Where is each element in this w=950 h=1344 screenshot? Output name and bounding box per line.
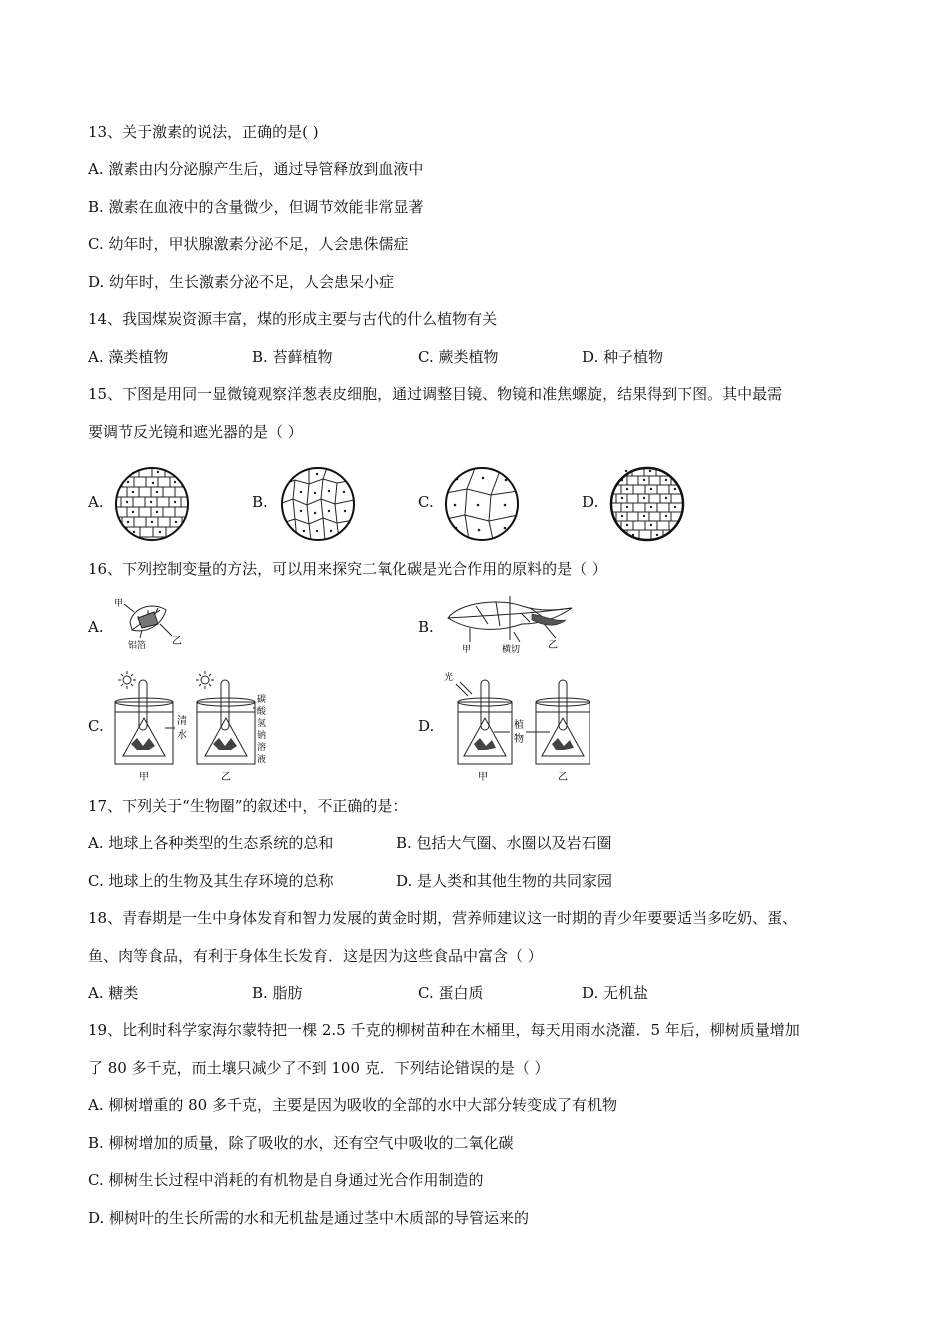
label-solution-4: 钠 xyxy=(257,731,267,741)
q15-figure-b-cells xyxy=(279,465,357,543)
q16-option-a: A. xyxy=(88,618,104,636)
label-yi: 乙 xyxy=(558,772,568,783)
q16-figure-d-beakers xyxy=(440,668,590,786)
q13-option-b: B. 激素在血液中的含量微少，但调节效能非常显著 xyxy=(88,198,424,216)
q18-stem-line2: 鱼、肉等食品，有利于身体生长发育．这是因为这些食品中富含（ ） xyxy=(88,947,543,965)
q14-stem: 14、我国煤炭资源丰富，煤的形成主要与古代的什么植物有关 xyxy=(88,310,498,328)
q16-option-c: C. xyxy=(88,717,104,735)
label-solution-6: 液 xyxy=(257,755,267,765)
q18-option-d: D. 无机盐 xyxy=(582,984,649,1002)
q17-option-d: D. 是人类和其他生物的共同家园 xyxy=(396,872,613,890)
q14-option-b: B. 苔藓植物 xyxy=(252,348,333,366)
q15-option-c: C. xyxy=(418,493,434,511)
label-jia: 甲 xyxy=(462,645,472,655)
q14-option-d: D. 种子植物 xyxy=(582,348,664,366)
q19-option-c: C. 柳树生长过程中消耗的有机物是自身通过光合作用制造的 xyxy=(88,1171,484,1189)
q17-option-a: A. 地球上各种类型的生态系统的总和 xyxy=(88,834,334,852)
q14-option-c: C. 蕨类植物 xyxy=(418,348,499,366)
q19-stem-line2: 了 80 多千克，而土壤只减少了不到 100 克．下列结论错误的是（ ） xyxy=(88,1059,550,1077)
label-plant-1: 植 xyxy=(514,720,524,731)
label-jia: 甲 xyxy=(139,772,149,783)
label-solution-5: 溶 xyxy=(257,743,267,753)
q17-option-b: B. 包括大气圈、水圈以及岩石圈 xyxy=(396,834,612,852)
q13-option-a: A. 激素由内分泌腺产生后，通过导管释放到血液中 xyxy=(88,160,424,178)
q17-option-c: C. 地球上的生物及其生存环境的总称 xyxy=(88,872,334,890)
label-yi: 乙 xyxy=(172,636,182,647)
label-solution-3: 氢 xyxy=(257,719,267,729)
q15-option-b: B. xyxy=(252,493,268,511)
q19-stem-line1: 19、比利时科学家海尔蒙特把一棵 2.5 千克的柳树苗种在木桶里，每天用雨水浇灌．5 年后，柳树质量增加 xyxy=(88,1021,800,1039)
q19-option-a: A. 柳树增重的 80 多千克，主要是因为吸收的全部的水中大部分转变成了有机物 xyxy=(88,1096,617,1114)
label-solution-2: 酸 xyxy=(257,707,267,717)
q15-option-d: D. xyxy=(582,493,599,511)
q16-stem: 16、下列控制变量的方法，可以用来探究二氧化碳是光合作用的原料的是（ ） xyxy=(88,560,607,578)
q19-option-d: D. 柳树叶的生长所需的水和无机盐是通过茎中木质部的导管运来的 xyxy=(88,1209,530,1227)
label-plant-2: 物 xyxy=(514,734,524,745)
label-foil: 铝箔 xyxy=(128,641,147,651)
label-water-1: 清 xyxy=(177,716,187,727)
q15-option-a: A. xyxy=(88,493,104,511)
q17-stem: 17、下列关于“生物圈”的叙述中，不正确的是： xyxy=(88,797,408,815)
q16-figure-b-leaf-cut xyxy=(440,592,580,658)
q13-stem: 13、关于激素的说法，正确的是( ) xyxy=(88,123,319,141)
q14-option-a: A. 藻类植物 xyxy=(88,348,169,366)
q15-figure-d-cells xyxy=(608,465,686,543)
q18-option-c: C. 蛋白质 xyxy=(418,984,484,1002)
q18-stem-line1: 18、青春期是一生中身体发育和智力发展的黄金时期，营养师建议这一时期的青少年要要适当多吃奶、蛋、 xyxy=(88,909,798,927)
q15-stem-line1: 15、下图是用同一显微镜观察洋葱表皮细胞，通过调整目镜、物镜和准焦螺旋，结果得到下图。其中最需 xyxy=(88,385,783,403)
q18-option-a: A. 糖类 xyxy=(88,984,139,1002)
q13-option-d: D. 幼年时，生长激素分泌不足，人会患呆小症 xyxy=(88,273,395,291)
label-water-2: 水 xyxy=(177,730,187,741)
q18-option-b: B. 脂肪 xyxy=(252,984,303,1002)
q19-option-b: B. 柳树增加的质量，除了吸收的水，还有空气中吸收的二氧化碳 xyxy=(88,1134,514,1152)
q15-figure-a-cells xyxy=(113,465,191,543)
q16-option-d: D. xyxy=(418,717,435,735)
q16-option-b: B. xyxy=(418,618,434,636)
q15-stem-line2: 要调节反光镜和遮光器的是（ ） xyxy=(88,423,303,441)
q15-figure-c-cells xyxy=(443,465,521,543)
label-solution-1: 碳 xyxy=(257,695,267,705)
label-light: 光 xyxy=(444,673,454,683)
label-jia: 甲 xyxy=(114,599,124,609)
q13-option-c: C. 幼年时，甲状腺激素分泌不足，人会患侏儒症 xyxy=(88,235,409,253)
label-yi: 乙 xyxy=(548,640,558,651)
label-yi: 乙 xyxy=(221,772,231,783)
label-cut: 横切 xyxy=(502,645,521,655)
q16-figure-a-leaf-foil xyxy=(110,594,200,652)
label-jia: 甲 xyxy=(478,772,488,783)
q16-figure-c-beakers xyxy=(105,668,275,786)
